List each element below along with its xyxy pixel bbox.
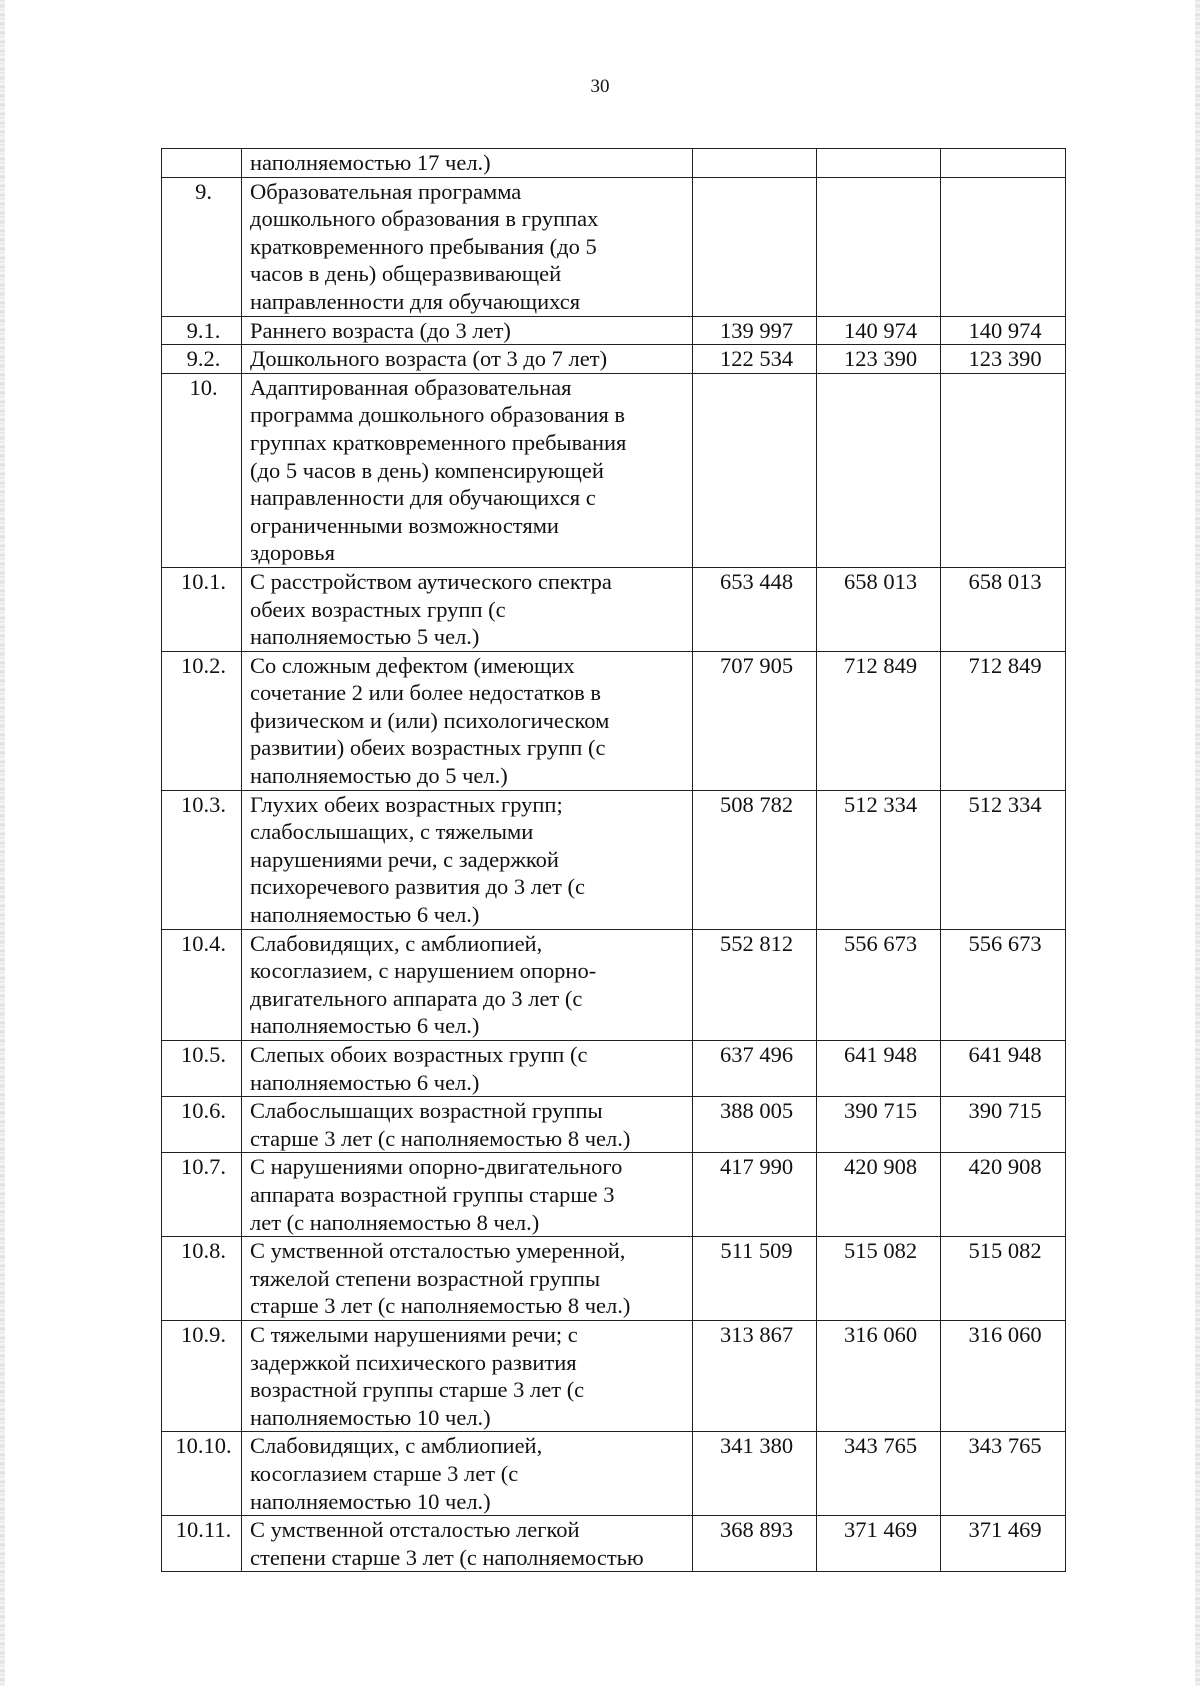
program-name-line: ограниченными возможностями: [250, 512, 559, 538]
program-name-line: Дошкольного возраста (от 3 до 7 лет): [250, 346, 608, 372]
value-cell-year-3: 420 908: [941, 1153, 1066, 1237]
program-name-cell: [242, 316, 693, 345]
value-cell-year-1: 417 990: [693, 1153, 817, 1237]
program-name-cell: [242, 1041, 693, 1097]
value-cell-year-2: 515 082: [817, 1237, 941, 1321]
value-cell-year-3: 123 390: [941, 345, 1066, 374]
program-name-line: дошкольного образования в группах: [250, 206, 599, 232]
program-name-line: наполняемостью 5 чел.): [250, 624, 480, 650]
value-cell-year-2: 556 673: [817, 929, 941, 1040]
program-name-line: Со сложным дефектом (имеющих: [250, 652, 575, 678]
value-cell-year-2: 512 334: [817, 790, 941, 929]
program-name-cell: [242, 1153, 693, 1237]
row-number-cell: 10.1.: [162, 567, 242, 651]
table-row: [162, 177, 1066, 316]
row-number-cell: 10.11.: [162, 1516, 242, 1572]
row-number-cell: 10.: [162, 373, 242, 567]
page-number: 30: [590, 76, 610, 97]
value-cell-year-3: 371 469: [941, 1516, 1066, 1572]
value-cell-year-2: 316 060: [817, 1320, 941, 1431]
value-cell-year-1: 653 448: [693, 567, 817, 651]
program-name-line: психоречевого развития до 3 лет (с: [250, 874, 585, 900]
table-row: [162, 1097, 1066, 1153]
program-name-line: Слабовидящих, с амблиопией,: [250, 1433, 543, 1459]
value-cell-year-3: 512 334: [941, 790, 1066, 929]
value-cell-year-3: [941, 149, 1066, 178]
value-cell-year-3: 343 765: [941, 1432, 1066, 1516]
program-name-cell: [242, 567, 693, 651]
program-name-cell: [242, 1237, 693, 1321]
value-cell-year-2: [817, 149, 941, 178]
program-name-line: Слепых обоих возрастных групп (с: [250, 1042, 588, 1067]
program-name-line: возрастной группы старше 3 лет (с: [250, 1377, 585, 1403]
program-name-cell: [242, 1432, 693, 1516]
table-row: [162, 1041, 1066, 1097]
program-name-line: тяжелой степени возрастной группы: [250, 1265, 601, 1291]
table-row: [162, 1320, 1066, 1431]
program-name-line: сочетание 2 или более недостатков в: [250, 680, 602, 706]
program-name-line: Образовательная программа: [250, 178, 522, 204]
program-name-cell: [242, 929, 693, 1040]
program-name-line: программа дошкольного образования в: [250, 402, 625, 428]
program-name-cell: [242, 1516, 693, 1572]
value-cell-year-3: 316 060: [941, 1320, 1066, 1431]
row-number-cell: 9.1.: [162, 316, 242, 345]
program-name-cell: [242, 1320, 693, 1431]
program-name-line: косоглазием, с нарушением опорно-: [250, 958, 597, 984]
table-row: [162, 345, 1066, 374]
program-name-line: старше 3 лет (с наполняемостью 8 чел.): [250, 1125, 631, 1151]
value-cell-year-3: 556 673: [941, 929, 1066, 1040]
program-name-line: Глухих обеих возрастных групп;: [250, 791, 563, 817]
table-row: [162, 790, 1066, 929]
program-name-line: нарушениями речи, с задержкой: [250, 846, 559, 872]
program-name-cell: [242, 790, 693, 929]
value-cell-year-2: 420 908: [817, 1153, 941, 1237]
program-name-line: наполняемостью 6 чел.): [250, 1013, 480, 1039]
row-number-cell: [162, 149, 242, 178]
program-name-cell: [242, 651, 693, 790]
program-name-line: Слабослышащих возрастной группы: [250, 1098, 603, 1124]
program-name-line: Слабовидящих, с амблиопией,: [250, 930, 543, 956]
program-name-line: Адаптированная образовательная: [250, 374, 572, 400]
program-name-cell: [242, 149, 693, 178]
scan-edge-left: [0, 0, 5, 1686]
value-cell-year-3: [941, 373, 1066, 567]
table-row: [162, 149, 1066, 178]
program-name-line: С умственной отсталостью легкой: [250, 1517, 580, 1543]
row-number-cell: 10.6.: [162, 1097, 242, 1153]
program-name-line: развитии) обеих возрастных групп (с: [250, 735, 606, 761]
program-name-line: наполняемостью 6 чел.): [250, 902, 480, 928]
program-name-line: аппарата возрастной группы старше 3: [250, 1181, 615, 1207]
program-name-line: С нарушениями опорно-двигательного: [250, 1154, 623, 1180]
program-name-line: косоглазием старше 3 лет (с: [250, 1460, 519, 1486]
value-cell-year-3: 712 849: [941, 651, 1066, 790]
table-row: [162, 929, 1066, 1040]
value-cell-year-2: 390 715: [817, 1097, 941, 1153]
value-cell-year-2: [817, 373, 941, 567]
value-cell-year-1: 368 893: [693, 1516, 817, 1572]
value-cell-year-3: 390 715: [941, 1097, 1066, 1153]
program-name-line: направленности для обучающихся с: [250, 485, 596, 511]
row-number-cell: 10.7.: [162, 1153, 242, 1237]
program-name-line: С тяжелыми нарушениями речи; с: [250, 1321, 578, 1347]
row-number-cell: 10.2.: [162, 651, 242, 790]
program-name-line: наполняемостью 10 чел.): [250, 1488, 491, 1514]
row-number-cell: 9.: [162, 177, 242, 316]
program-name-cell: [242, 177, 693, 316]
value-cell-year-1: 707 905: [693, 651, 817, 790]
program-name-line: С расстройством аутического спектра: [250, 568, 612, 594]
table-row: [162, 316, 1066, 345]
program-name-line: Раннего возраста (до 3 лет): [250, 317, 511, 343]
value-cell-year-3: 140 974: [941, 316, 1066, 345]
program-name-line: часов в день) общеразвивающей: [250, 261, 562, 287]
program-name-line: наполняемостью 10 чел.): [250, 1404, 491, 1430]
program-name-line: направленности для обучающихся: [250, 288, 581, 314]
program-name-line: здоровья: [250, 540, 335, 566]
table-row: [162, 1237, 1066, 1321]
value-cell-year-1: 313 867: [693, 1320, 817, 1431]
row-number-cell: 10.4.: [162, 929, 242, 1040]
row-number-cell: 10.5.: [162, 1041, 242, 1097]
value-cell-year-1: 139 997: [693, 316, 817, 345]
program-name-cell: [242, 1097, 693, 1153]
program-name-line: наполняемостью 6 чел.): [250, 1069, 480, 1095]
program-name-cell: [242, 373, 693, 567]
value-cell-year-1: 508 782: [693, 790, 817, 929]
row-number-cell: 10.8.: [162, 1237, 242, 1321]
row-number-cell: 9.2.: [162, 345, 242, 374]
program-name-cell: [242, 345, 693, 374]
program-name-line: группах кратковременного пребывания: [250, 429, 627, 455]
program-name-line: физическом и (или) психологическом: [250, 707, 610, 733]
table-body: [162, 149, 1066, 1572]
program-name-line: двигательного аппарата до 3 лет (с: [250, 985, 583, 1011]
row-number-cell: 10.3.: [162, 790, 242, 929]
program-name-line: (до 5 часов в день) компенсирующей: [250, 457, 604, 483]
value-cell-year-2: 343 765: [817, 1432, 941, 1516]
program-name-line: обеих возрастных групп (с: [250, 596, 506, 622]
value-cell-year-1: 552 812: [693, 929, 817, 1040]
value-cell-year-1: [693, 149, 817, 178]
table-row: [162, 651, 1066, 790]
table-row: [162, 567, 1066, 651]
value-cell-year-2: 123 390: [817, 345, 941, 374]
program-name-line: лет (с наполняемостью 8 чел.): [250, 1209, 540, 1235]
value-cell-year-1: 637 496: [693, 1041, 817, 1097]
value-cell-year-1: [693, 373, 817, 567]
value-cell-year-3: 658 013: [941, 567, 1066, 651]
program-name-line: кратковременного пребывания (до 5: [250, 233, 597, 259]
row-number-cell: 10.10.: [162, 1432, 242, 1516]
value-cell-year-2: 658 013: [817, 567, 941, 651]
value-cell-year-3: 515 082: [941, 1237, 1066, 1321]
table-row: [162, 1432, 1066, 1516]
table-row: [162, 1516, 1066, 1572]
program-name-line: задержкой психического развития: [250, 1349, 577, 1375]
program-name-line: С умственной отсталостью умеренной,: [250, 1238, 626, 1264]
value-cell-year-2: 712 849: [817, 651, 941, 790]
value-cell-year-3: 641 948: [941, 1041, 1066, 1097]
program-name-line: старше 3 лет (с наполняемостью 8 чел.): [250, 1293, 631, 1319]
value-cell-year-1: 511 509: [693, 1237, 817, 1321]
scan-edge-right: [1195, 0, 1200, 1686]
value-cell-year-2: [817, 177, 941, 316]
program-name-line: наполняемостью до 5 чел.): [250, 763, 508, 789]
program-name-line: наполняемостью 17 чел.): [250, 150, 491, 175]
table-row: [162, 1153, 1066, 1237]
value-cell-year-1: [693, 177, 817, 316]
value-cell-year-1: 341 380: [693, 1432, 817, 1516]
value-cell-year-3: [941, 177, 1066, 316]
row-number-cell: 10.9.: [162, 1320, 242, 1431]
program-name-line: слабослышащих, с тяжелыми: [250, 819, 534, 845]
table-row: [162, 373, 1066, 567]
program-name-line: степени старше 3 лет (с наполняемостью: [250, 1544, 644, 1570]
value-cell-year-2: 140 974: [817, 316, 941, 345]
value-cell-year-1: 122 534: [693, 345, 817, 374]
value-cell-year-2: 371 469: [817, 1516, 941, 1572]
tariff-table: [161, 148, 1066, 1572]
value-cell-year-2: 641 948: [817, 1041, 941, 1097]
value-cell-year-1: 388 005: [693, 1097, 817, 1153]
